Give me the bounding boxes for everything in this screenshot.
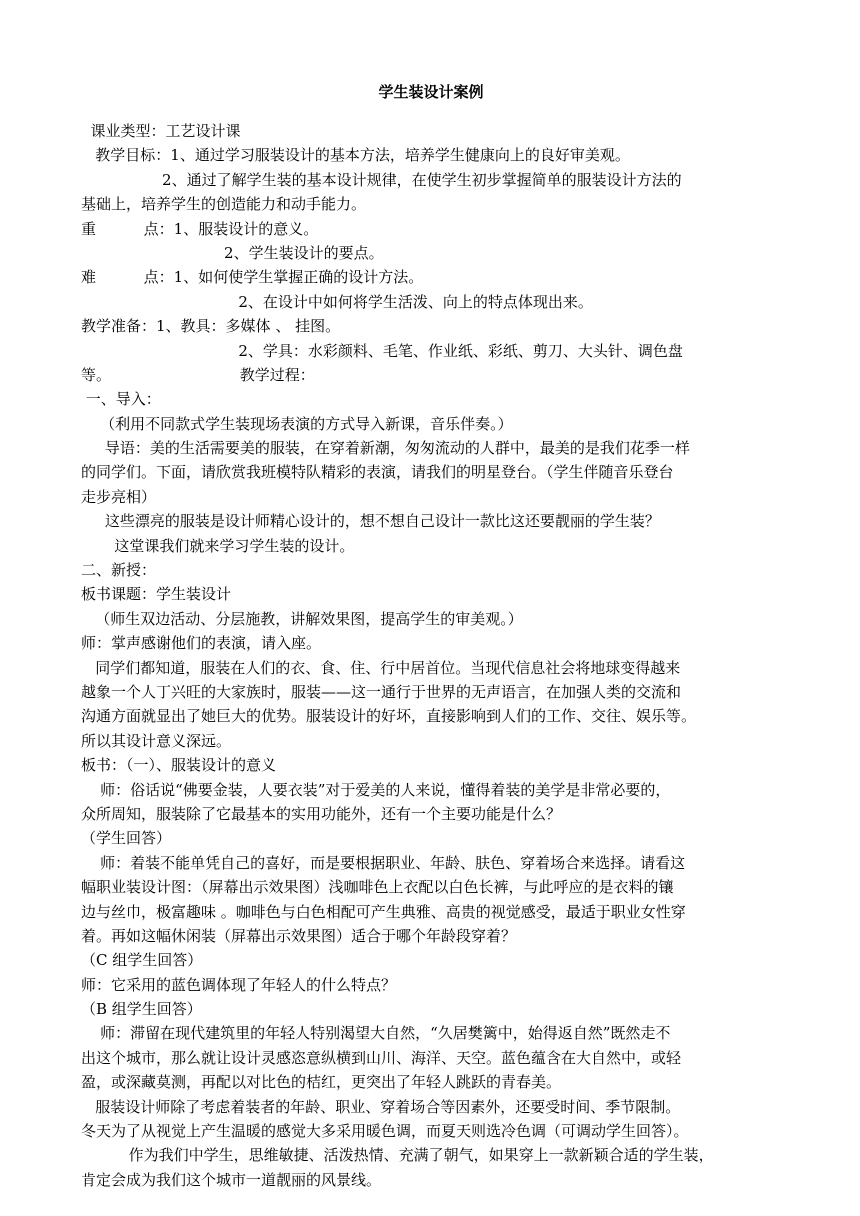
text-line: （B 组学生回答）	[81, 1000, 202, 1019]
text-line: 这些漂亮的服装是设计师精心设计的，想不想自己设计一款比这还要靓丽的学生装？	[81, 512, 660, 531]
text-line: 沟通方面就显出了她巨大的优势。服装设计的好坏，直接影响到人们的工作、交往、娱乐等。	[81, 707, 697, 726]
text-line: 师：俗话说“佛要金装，人要衣装”对于爱美的人来说，懂得着装的美学是非常必要的，	[81, 780, 671, 799]
text-line: （师生双边活动、分层施教，讲解效果图，提高学生的审美观。）	[81, 609, 523, 628]
text-line: 所以其设计意义深远。	[81, 731, 232, 750]
text-line: 板书：（一）、服装设计的意义	[81, 756, 277, 775]
text-line: 难 点：1、如何使学生掌握正确的设计方法。	[81, 268, 424, 287]
text-line: 师：着装不能单凭自己的喜好，而是要根据职业、年龄、肤色、穿着场合来选择。请看这	[81, 853, 686, 872]
text-line: 走步亮相）	[81, 487, 157, 506]
text-line: 等。 教学过程：	[81, 365, 315, 384]
text-line: （利用不同款式学生装现场表演的方式导入新课，音乐伴奏。）	[81, 414, 513, 433]
text-line: 2、在设计中如何将学生活泼、向上的特点体现出来。	[81, 292, 593, 311]
text-line: 导语：美的生活需要美的服装，在穿着新潮，匆匆流动的人群中，最美的是我们花季一样	[81, 439, 690, 458]
text-line: 2、通过了解学生装的基本设计规律，在使学生初步掌握简单的服装设计方法的	[81, 170, 682, 189]
text-line: （学生回答）	[81, 829, 172, 848]
text-line: 一、导入：	[81, 390, 161, 409]
text-line: 师：掌声感谢他们的表演，请入座。	[81, 634, 322, 653]
text-line: （C 组学生回答）	[81, 951, 203, 970]
text-line: 基础上，培养学生的创造能力和动手能力。	[81, 195, 367, 214]
text-line: 教学准备：1、教具：多媒体 、 挂图。	[81, 317, 341, 336]
text-line: 的同学们。下面，请欣赏我班模特队精彩的表演，请我们的明星登台。（学生伴随音乐登台	[81, 463, 674, 482]
text-line: 同学们都知道，服装在人们的衣、食、住、行中居首位。当现代信息社会将地球变得越来	[81, 658, 681, 677]
text-line: 服装设计师除了考虑着装者的年龄、职业、穿着场合等因素外，还要受时间、季节限制。	[81, 1097, 681, 1116]
text-line: 幅职业装设计图：（屏幕出示效果图）浅咖啡色上衣配以白色长裤，与此呼应的是衣料的镶	[81, 878, 674, 897]
text-line: 越象一个人丁兴旺的大家族时，服装——这一通行于世界的无声语言，在加强人类的交流和	[81, 682, 682, 701]
text-line: 二、新授：	[81, 561, 157, 580]
text-line: 重 点：1、服装设计的意义。	[81, 219, 319, 238]
document-body	[81, 119, 781, 1192]
text-line: 这堂课我们就来学习学生装的设计。	[81, 536, 355, 555]
text-line: 2、学具：水彩颜料、毛笔、作业纸、彩纸、剪刀、大头针、调色盘	[81, 341, 683, 360]
text-line: 盈，或深藏莫测，再配以对比色的桔红，更突出了年轻人跳跃的青春美。	[81, 1073, 562, 1092]
text-line: 课业类型：工艺设计课	[81, 122, 241, 140]
text-line: 师：滞留在现代建筑里的年轻人特别渴望大自然，“久居樊篱中，始得返自然”既然走不	[81, 1024, 671, 1043]
text-line: 作为我们中学生，思维敏捷、活泼热情、充满了朝气，如果穿上一款新颖合适的学生装，	[81, 1146, 714, 1165]
text-line: 出这个城市，那么就让设计灵感恣意纵横到山川、海洋、天空。蓝色蕴含在大自然中，或轻	[81, 1048, 682, 1067]
text-line: 师：它采用的蓝色调体现了年轻人的什么特点？	[81, 975, 397, 994]
text-line: 板书课题：学生装设计	[81, 585, 232, 604]
text-line: 教学目标：1、通过学习服装设计的基本方法，培养学生健康向上的良好审美观。	[81, 146, 630, 165]
text-line: 2、学生装设计的要点。	[81, 243, 384, 262]
text-line: 边与丝巾，极富趣味 。咖啡色与白色相配可产生典雅、高贵的视觉感受，最适于职业女性穿	[81, 902, 686, 921]
document-title: 学生装设计案例	[378, 83, 484, 101]
text-line: 冬天为了从视觉上产生温暖的感觉大多采用暖色调，而夏天则选冷色调（可调动学生回答）。	[81, 1122, 689, 1141]
text-line: 肯定会成为我们这个城市一道靓丽的风景线。	[81, 1170, 382, 1189]
text-line: 众所周知，服装除了它最基本的实用功能外，还有一个主要功能是什么？	[81, 804, 562, 823]
text-line: 着。再如这幅休闲装（屏幕出示效果图）适合于哪个年龄段穿着？	[81, 926, 517, 945]
document-page	[81, 80, 781, 1192]
